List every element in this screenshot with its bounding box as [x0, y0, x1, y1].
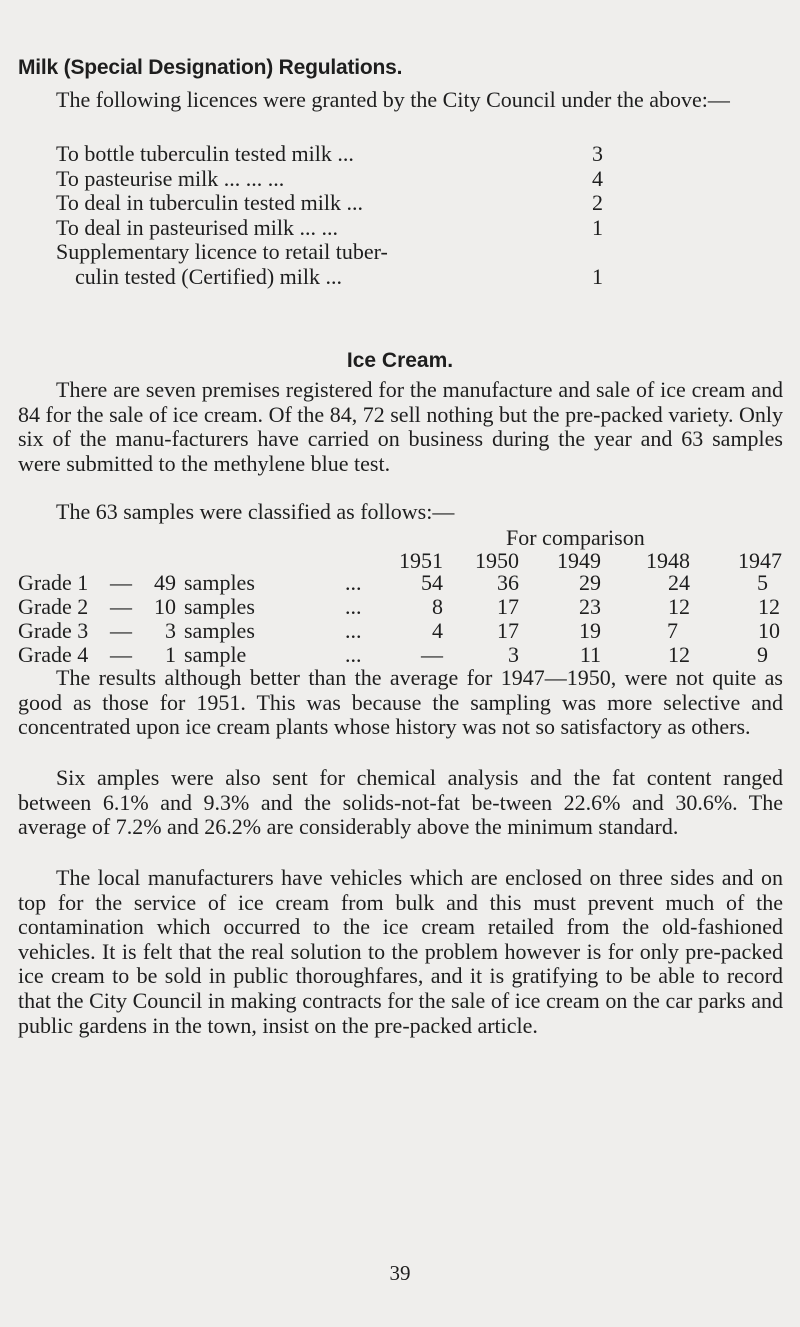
licence-item	[56, 191, 616, 216]
grade-sample-unit: samples	[184, 618, 255, 643]
table-cell: 10	[758, 618, 780, 643]
licence-count: 1	[592, 214, 603, 240]
licence-label: To bottle tuberculin tested milk ...	[56, 141, 354, 166]
grade-sample-unit: samples	[184, 594, 255, 619]
ice-cream-paragraph-1: There are seven premises registered for the manufacture and sale of ice cream and 84 for the sale of ice cream. Of the 84, 72 sell nothing but the pre-packed variety. Only six of the manu-facturers have carried on business during the year and 63 samples were submitted to the methylene blue test.	[18, 377, 783, 476]
leader-dots: ...	[345, 642, 362, 667]
ice-cream-paragraph-3: The results although better than the average for 1947—1950, were not quite as good as those for 1951. This was because the sampling was more selective and concentrated upon ice cream plants whose history was not so satisfactory as others.	[18, 665, 783, 740]
grade-label: Grade 1	[18, 570, 89, 595]
leader-dots: ...	[345, 570, 362, 595]
table-group-header: For comparison	[506, 525, 645, 550]
leader-dots: ...	[345, 594, 362, 619]
table-cell: 8	[432, 594, 443, 619]
licence-item	[56, 167, 616, 192]
table-cell: 12	[758, 594, 780, 619]
year-header: 1949	[557, 548, 601, 573]
licence-label: To deal in tuberculin tested milk ...	[56, 190, 364, 216]
milk-intro-paragraph: The following licences were granted by the City Council under the above:—	[56, 87, 730, 112]
licence-count: 4	[592, 165, 603, 191]
grade-label: Grade 4	[18, 642, 89, 667]
table-cell: 17	[497, 594, 519, 619]
leader-dots: ...	[345, 618, 362, 643]
licence-label: To deal in pasteurised milk ... ...	[56, 214, 338, 240]
year-header: 1951	[399, 548, 443, 573]
licence-item	[56, 142, 616, 167]
licence-item	[56, 216, 616, 241]
table-cell: 9	[757, 642, 768, 667]
grade-dash: —	[110, 570, 132, 595]
table-cell: 7	[667, 618, 678, 643]
grade-sample-count: 10	[154, 594, 176, 619]
ice-cream-heading: Ice Cream.	[346, 349, 454, 372]
ice-cream-paragraph-5: The local manufacturers have vehicles which are enclosed on three sides and on top for the service of ice cream from bulk and this must prevent much of the contamination which occurred to the ice cream retailed from the old-fashioned vehicles. It is felt that the real solution to the problem however is for only pre-packed ice cream to be sold in public thoroughfares, and it is gratifying to be able to record that the City Council in making contracts for the sale of ice cream on the car parks and public gardens in the town, insist on the pre-packed article.	[18, 865, 783, 1038]
licence-label: To pasteurise milk ... ... ...	[56, 165, 285, 191]
table-cell: 17	[497, 618, 519, 643]
grade-dash: —	[110, 642, 132, 667]
year-header: 1950	[475, 548, 519, 573]
table-cell: 4	[432, 618, 443, 643]
year-header: 1948	[646, 548, 690, 573]
grade-dash: —	[110, 594, 132, 619]
licence-count: 3	[592, 141, 603, 166]
year-header: 1947	[738, 548, 782, 573]
table-cell: 36	[497, 570, 519, 595]
page-number: 39	[389, 1261, 411, 1285]
grade-sample-unit: sample	[184, 642, 247, 667]
grade-sample-count: 1	[165, 642, 176, 667]
milk-regulations-heading: Milk (Special Designation) Regulations.	[18, 56, 403, 79]
grade-label: Grade 2	[18, 594, 89, 619]
table-cell: 11	[579, 642, 601, 667]
licence-count: 1	[592, 263, 603, 289]
table-cell: 54	[421, 570, 443, 595]
table-cell: 29	[579, 570, 601, 595]
licence-item	[56, 265, 616, 290]
grade-dash: —	[110, 618, 132, 643]
table-cell: 3	[508, 642, 519, 667]
table-cell: —	[421, 642, 443, 667]
table-cell: 5	[757, 570, 768, 595]
grade-sample-count: 49	[154, 570, 176, 595]
licence-count: 2	[592, 190, 603, 216]
ice-cream-paragraph-4: Six amples were also sent for chemical analysis and the fat content ranged between 6.1% and 9.3% and the solids-not-fat be-tween 22.6% and 30.6%. The average of 7.2% and 26.2% are considerably above the minimum standard.	[18, 765, 783, 840]
grade-sample-count: 3	[165, 618, 176, 643]
licence-item	[56, 240, 616, 265]
table-cell: 12	[668, 642, 690, 667]
table-cell: 12	[668, 594, 690, 619]
ice-cream-paragraph-2: The 63 samples were classified as follows:—	[56, 499, 455, 524]
table-cell: 23	[579, 594, 601, 619]
table-cell: 24	[668, 570, 690, 595]
licence-label: culin tested (Certified) milk ...	[75, 263, 342, 289]
licence-label: Supplementary licence to retail tuber-	[56, 239, 388, 265]
grade-label: Grade 3	[18, 618, 89, 643]
table-cell: 19	[579, 618, 601, 643]
grade-sample-unit: samples	[184, 570, 255, 595]
licences-list	[56, 142, 616, 290]
